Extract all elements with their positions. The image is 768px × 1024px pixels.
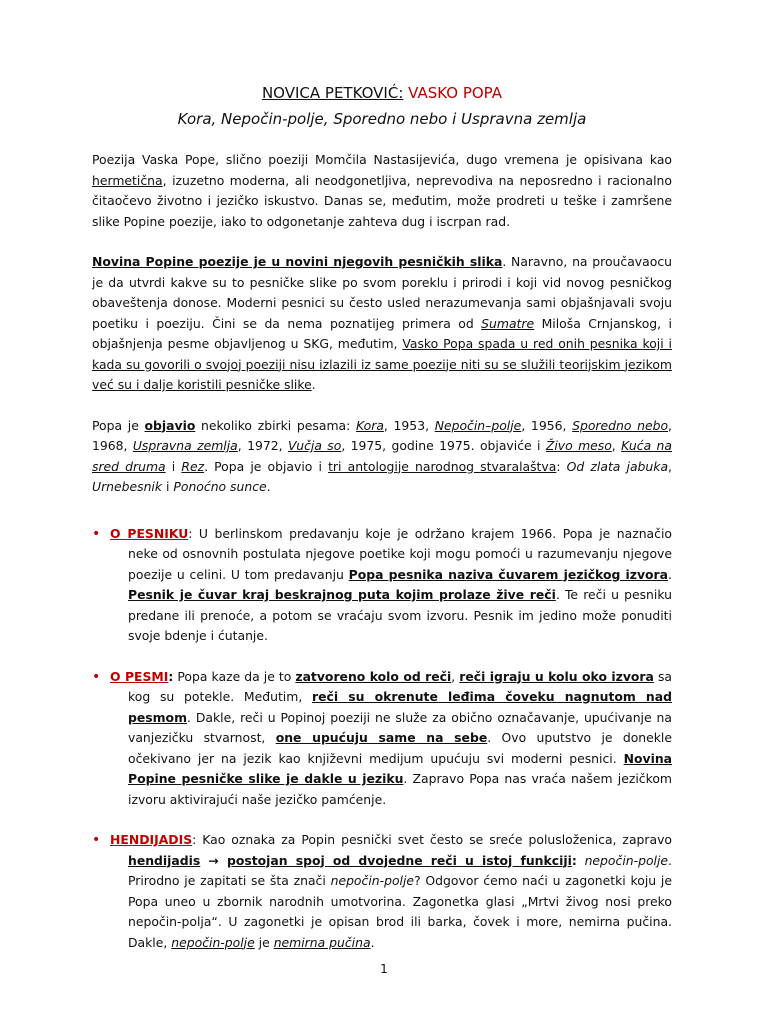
bullet-text	[110, 524, 672, 647]
text: Popa kaze da je to	[173, 668, 296, 684]
page-title	[92, 84, 672, 102]
emphasis: hendijadis	[128, 852, 201, 868]
bullet-heading: O PESMI	[110, 668, 169, 684]
term: nepočin-polje	[584, 852, 669, 868]
text: . Te reči u pesniku predane ili prenoće, a potom se vraćaju svom izvoru. Pesnik im jedino može ponuditi svoje bdenje i ćutanje.	[128, 587, 672, 643]
paragraph-intro	[92, 150, 672, 232]
text: :	[571, 852, 577, 868]
text: . Popa je objavio i	[204, 458, 329, 474]
emphasis: Popa pesnika naziva čuvarem jezičkog izvora	[348, 566, 669, 582]
text: i	[162, 479, 174, 494]
work-title: Uspravna zemlja	[132, 438, 238, 453]
bullet-icon: •	[92, 525, 101, 542]
paragraph-bibliography	[92, 416, 672, 498]
text: ,	[668, 458, 672, 474]
work-title: Sporedno nebo	[572, 417, 669, 433]
text: ,	[611, 438, 622, 453]
text: . Naravno, na proučavaocu je da utvrdi kakve su to pesničke slike po svom poreklu i prirodi i koji vid novog pesničkog obaveštenja donose. Moderni pesnici su često usled nerazumevanja sami objašnjavali svoju poetiku i poeziju. Čini se da nema poznatijeg primera od	[92, 254, 672, 331]
emphasis: reči igraju u kolu oko izvora	[459, 668, 654, 684]
text: :	[168, 668, 174, 684]
text: Miloša Crnjanskog, i objašnjenja pesme objavljenog u SKG, međutim,	[92, 315, 672, 351]
text: je	[254, 934, 274, 950]
text	[577, 853, 585, 868]
title-author: NOVICA PETKOVIĆ	[261, 84, 399, 102]
text: . Ovo uputstvo je donekle očekivano jer na jezik kao književni medijum upućuju svi moderni pesnici.	[128, 730, 672, 766]
emphasis: Novina Popine pesničke slike je dakle u jeziku	[128, 750, 672, 786]
work-title: Živo meso	[545, 438, 612, 453]
work-title: Ponoćno sunce	[173, 479, 267, 494]
text: , 1972,	[237, 438, 288, 453]
bullet-item-hendijadis	[92, 830, 672, 953]
term: nepočin-polje	[330, 873, 415, 888]
text: . Prirodno je zapitati se šta znači	[128, 852, 672, 888]
bullet-text	[110, 830, 672, 953]
emphasis: one upućuju same na sebe	[275, 730, 488, 745]
text: , 1968,	[92, 417, 672, 453]
bullet-icon: •	[92, 668, 101, 685]
work-title: Kora	[355, 417, 384, 433]
text: . Zapravo Popa nas vraća našem jezičkom izvoru aktivirajući naše jezičko pamćenje.	[128, 771, 672, 807]
text: .	[311, 377, 316, 392]
text: :	[556, 458, 567, 474]
text: : U berlinskom predavanju koje je održano krajem 1966. Popa je naznačio neke od osnovnih postulata njegove poetike koji mogu pomoći u razumevanju njegove poezije u celini. U tom predavanju	[128, 525, 672, 582]
text: . Dakle, reči u Popinoj poeziji ne služe za obično označavanje, upućivanje na vanjezičku stvarnost,	[128, 709, 672, 745]
bullet-heading: O PESNIKU	[110, 525, 189, 541]
emphasis: objavio	[144, 417, 196, 433]
text: ? Odgovor ćemo naći u zagonetki koju je Popa uneo u zbornik narodnih umotvorina. Zagonetka glasi „Mrtvi živog nosi preko nepočin-polja“. U zagonetki je opisan brod ili barka, čovek i more, nemirna pučina. Dakle,	[128, 873, 672, 950]
emphasis: Novina Popine poezije je u novini njegovih pesničkih slika	[92, 254, 503, 269]
underlined-statement: Vasko Popa spada u red onih pesnika koji i kada su govorili o svojoj poeziji nisu izlazili iz same poezije niti su se služili teorijskim jezikom već su i dalje koristili pesničke slike	[92, 336, 672, 392]
text: , 1975, godine 1975. objaviće i	[341, 438, 546, 453]
paragraph-novelty	[92, 252, 672, 396]
bullet-heading: HENDIJADIS	[110, 832, 193, 847]
emphasis: Pesnik je čuvar kraj beskrajnog puta kojim prolaze žive reči	[128, 587, 556, 602]
title-subject: VASKO POPA	[408, 84, 503, 102]
title-colon: :	[398, 84, 404, 102]
page-number: 1	[380, 962, 388, 976]
page-subtitle: Kora, Nepočin-polje, Sporedno nebo i Uspravna zemlja	[177, 110, 587, 128]
underlined-term: tri antologije narodnog stvaralaštva	[328, 458, 557, 474]
term: nemirna pučina	[273, 934, 371, 950]
bullet-icon: •	[92, 832, 101, 848]
work-title: Kuća na sred druma	[92, 438, 672, 474]
work-title: Sumatre	[481, 315, 535, 331]
work-title: Urnebesnik	[92, 479, 163, 494]
bullet-item-o-pesniku	[92, 524, 672, 647]
text: Poezija Vaska Pope, slično poeziji Momčila Nastasijevića, dugo vremena je opisivana kao	[92, 152, 672, 167]
arrow-icon: →	[200, 852, 227, 868]
text: .	[266, 479, 271, 494]
work-title: Rez	[181, 458, 205, 474]
emphasis: postojan spoj od dvojedne reči u istoj funkciji	[226, 852, 572, 868]
emphasis: zatvoreno kolo od reči	[295, 668, 452, 684]
text: ,	[451, 668, 460, 684]
work-title: Od zlata jabuka	[566, 458, 669, 474]
text: : Kao oznaka za Popin pesnički svet često se sreće polusloženica, zapravo	[192, 832, 672, 847]
text: .	[370, 934, 375, 950]
text: Popa je	[92, 417, 145, 433]
text: nekoliko zbirki pesama:	[195, 417, 356, 433]
text: i	[165, 458, 182, 474]
bullet-text	[110, 667, 672, 811]
text: .	[668, 566, 672, 582]
bullet-item-o-pesmi	[92, 667, 672, 811]
text: sa kog su potekle. Međutim,	[128, 668, 673, 704]
text: , 1956,	[521, 417, 573, 433]
text: , izuzetno moderna, ali neodgonetljiva, neprevodiva na neposredno i racionalno čitaočevo životno i jezičko iskustvo. Danas se, međutim, može prodreti u teške i zamršene slike Popine poezije, iako to odgonetanje zahteva dug i iscrpan rad.	[92, 172, 672, 229]
underlined-term: hermetična	[92, 172, 163, 188]
emphasis: reči su okrenute leđima čoveku nagnutom nad pesmom	[128, 689, 672, 725]
work-title: Nepočin–polje	[434, 417, 522, 433]
text: , 1953,	[383, 417, 435, 433]
work-title: Vučja so	[287, 438, 342, 453]
term: nepočin-polje	[171, 934, 255, 950]
